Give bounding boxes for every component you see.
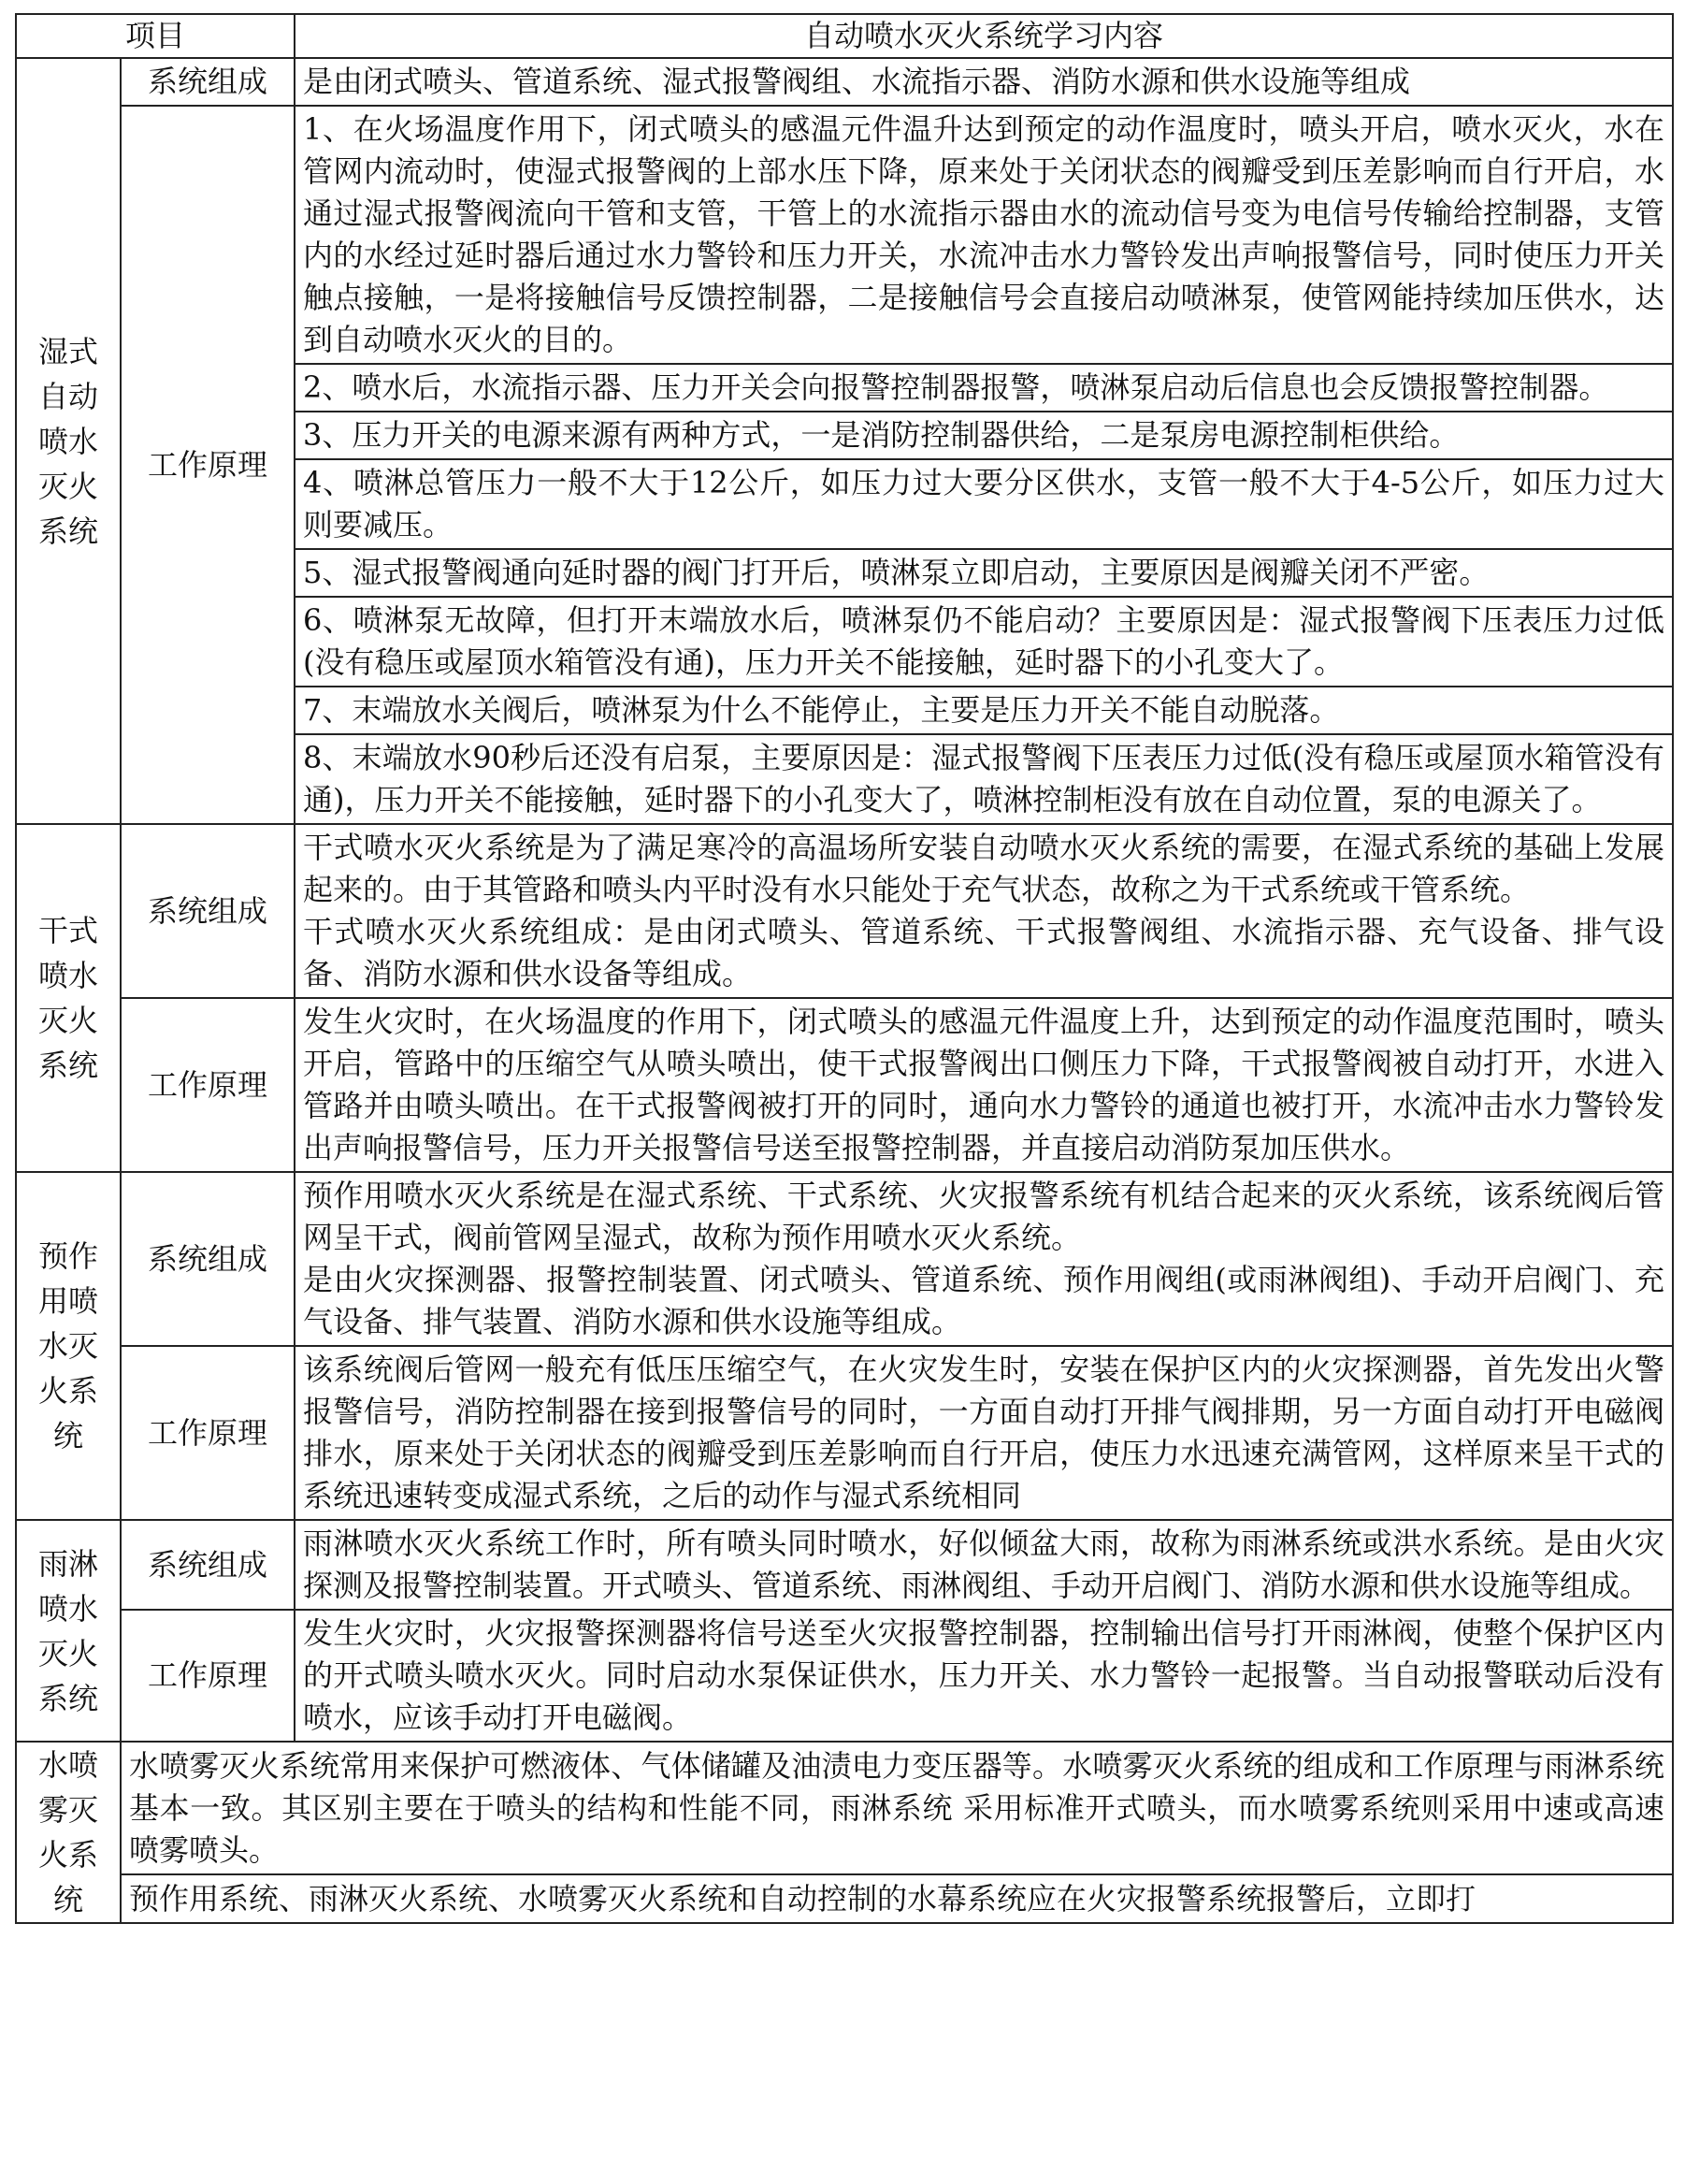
deluge-composition-row	[16, 1520, 1673, 1610]
wet-system-label: 湿式自动喷水灭火系统	[16, 58, 121, 824]
dry-system-label: 干式喷水灭火系统	[16, 824, 121, 1172]
wet-principle-item: 2、喷水后，水流指示器、压力开关会向报警控制器报警，喷淋泵启动后信息也会反馈报警控制器。	[295, 364, 1673, 412]
preaction-principle-text: 该系统阀后管网一般充有低压压缩空气，在火灾发生时，安装在保护区内的火灾探测器，首先发出火警报警信号，消防控制器在接到报警信号的同时，一方面自动打开排气阀排期，另一方面自动打开电磁阀排水，原来处于关闭状态的阀瓣受到压差影响而自行开启，使压力水迅速充满管网，这样原来呈干式的系统迅速转变成湿式系统，之后的动作与湿式系统相同	[295, 1346, 1673, 1520]
sprinkler-study-table	[15, 13, 1674, 1924]
deluge-system-label: 雨淋喷水灭火系统	[16, 1520, 121, 1742]
deluge-principle-label: 工作原理	[121, 1610, 295, 1742]
wet-principle-item: 5、湿式报警阀通向延时器的阀门打开后，喷淋泵立即启动，主要原因是阀瓣关闭不严密。	[295, 549, 1673, 597]
preaction-composition-row	[16, 1172, 1673, 1346]
mist-system-label: 水喷雾灭火系统	[16, 1742, 121, 1923]
wet-principle-item: 8、末端放水90秒后还没有启泵，主要原因是：湿式报警阀下压表压力过低(没有稳压或屋顶水箱管没有通)，压力开关不能接触，延时器下的小孔变大了，喷淋控制柜没有放在自动位置，泵的电源关了。	[295, 734, 1673, 824]
mist-text: 水喷雾灭火系统常用来保护可燃液体、气体储罐及油渍电力变压器等。水喷雾灭火系统的组成和工作原理与雨淋系统基本一致。其区别主要在于喷头的结构和性能不同，雨淋系统 采用标准开式喷头，而水喷雾系统则采用中速或高速喷雾喷头。	[121, 1742, 1673, 1874]
mist-row	[16, 1742, 1673, 1874]
preaction-composition-text	[295, 1172, 1673, 1346]
preaction-system-label: 预作用喷水灭火系统	[16, 1172, 121, 1520]
deluge-composition-text: 雨淋喷水灭火系统工作时，所有喷头同时喷水，好似倾盆大雨，故称为雨淋系统或洪水系统。是由火灾探测及报警控制装置。开式喷头、管道系统、雨淋阀组、手动开启阀门、消防水源和供水设施等组成。	[295, 1520, 1673, 1610]
wet-composition-text: 是由闭式喷头、管道系统、湿式报警阀组、水流指示器、消防水源和供水设施等组成	[295, 58, 1673, 106]
wet-principle-item: 6、喷淋泵无故障，但打开末端放水后，喷淋泵仍不能启动？主要原因是：湿式报警阀下压表压力过低(没有稳压或屋顶水箱管没有通)，压力开关不能接触，延时器下的小孔变大了。	[295, 597, 1673, 687]
wet-principle-item: 3、压力开关的电源来源有两种方式，一是消防控制器供给，二是泵房电源控制柜供给。	[295, 412, 1673, 459]
dry-composition-row	[16, 824, 1673, 998]
wet-composition-row	[16, 58, 1673, 106]
wet-principle-item: 7、末端放水关阀后，喷淋泵为什么不能停止，主要是压力开关不能自动脱落。	[295, 687, 1673, 734]
wet-principle-item: 4、喷淋总管压力一般不大于12公斤，如压力过大要分区供水，支管一般不大于4-5公斤，如压力过大则要减压。	[295, 459, 1673, 549]
dry-composition-paragraph: 干式喷水灭火系统是为了满足寒冷的高温场所安装自动喷水灭火系统的需要，在湿式系统的基础上发展起来的。由于其管路和喷头内平时没有水只能处于充气状态，故称之为干式系统或干管系统。	[303, 830, 1665, 907]
header-content-column: 自动喷水灭火系统学习内容	[295, 14, 1673, 58]
mist-note-partial: 预作用系统、雨淋灭火系统、水喷雾灭火系统和自动控制的水幕系统应在火灾报警系统报警后，立即打	[121, 1874, 1673, 1923]
deluge-composition-label: 系统组成	[121, 1520, 295, 1610]
wet-principle-label: 工作原理	[121, 106, 295, 824]
preaction-principle-label: 工作原理	[121, 1346, 295, 1520]
dry-principle-label: 工作原理	[121, 998, 295, 1172]
dry-composition-text	[295, 824, 1673, 998]
header-item-column: 项目	[16, 14, 295, 58]
dry-principle-row	[16, 998, 1673, 1172]
wet-principle-row	[16, 106, 1673, 364]
deluge-principle-text: 发生火灾时，火灾报警探测器将信号送至火灾报警控制器，控制输出信号打开雨淋阀，使整个保护区内的开式喷头喷水灭火。同时启动水泵保证供水，压力开关、水力警铃一起报警。当自动报警联动后没有喷水，应该手动打开电磁阀。	[295, 1610, 1673, 1742]
dry-principle-text: 发生火灾时，在火场温度的作用下，闭式喷头的感温元件温度上升，达到预定的动作温度范围时，喷头开启，管路中的压缩空气从喷头喷出，使干式报警阀出口侧压力下降，干式报警阀被自动打开，水进入管路并由喷头喷出。在干式报警阀被打开的同时，通向水力警铃的通道也被打开，水流冲击水力警铃发出声响报警信号，压力开关报警信号送至报警控制器，并直接启动消防泵加压供水。	[295, 998, 1673, 1172]
wet-principle-item: 1、在火场温度作用下，闭式喷头的感温元件温升达到预定的动作温度时，喷头开启，喷水灭火，水在管网内流动时，使湿式报警阀的上部水压下降，原来处于关闭状态的阀瓣受到压差影响而自行开启，水通过湿式报警阀流向干管和支管，干管上的水流指示器由水的流动信号变为电信号传输给控制器，支管内的水经过延时器后通过水力警铃和压力开关，水流冲击水力警铃发出声响报警信号，同时使压力开关触点接触，一是将接触信号反馈控制器，二是接触信号会直接启动喷淋泵，使管网能持续加压供水，达到自动喷水灭火的目的。	[295, 106, 1673, 364]
study-table-sheet	[15, 13, 1672, 1924]
header-row	[16, 14, 1673, 58]
deluge-principle-row	[16, 1610, 1673, 1742]
preaction-principle-row	[16, 1346, 1673, 1520]
mist-note-row	[16, 1874, 1673, 1923]
dry-composition-label: 系统组成	[121, 824, 295, 998]
wet-composition-label: 系统组成	[121, 58, 295, 106]
preaction-composition-paragraph: 预作用喷水灭火系统是在湿式系统、干式系统、火灾报警系统有机结合起来的灭火系统，该系统阀后管网呈干式，阀前管网呈湿式，故称为预作用喷水灭火系统。	[303, 1178, 1665, 1255]
preaction-composition-paragraph: 是由火灾探测器、报警控制装置、闭式喷头、管道系统、预作用阀组(或雨淋阀组)、手动开启阀门、充气设备、排气装置、消防水源和供水设施等组成。	[303, 1262, 1665, 1339]
dry-composition-paragraph: 干式喷水灭火系统组成：是由闭式喷头、管道系统、干式报警阀组、水流指示器、充气设备、排气设备、消防水源和供水设备等组成。	[303, 914, 1665, 991]
preaction-composition-label: 系统组成	[121, 1172, 295, 1346]
